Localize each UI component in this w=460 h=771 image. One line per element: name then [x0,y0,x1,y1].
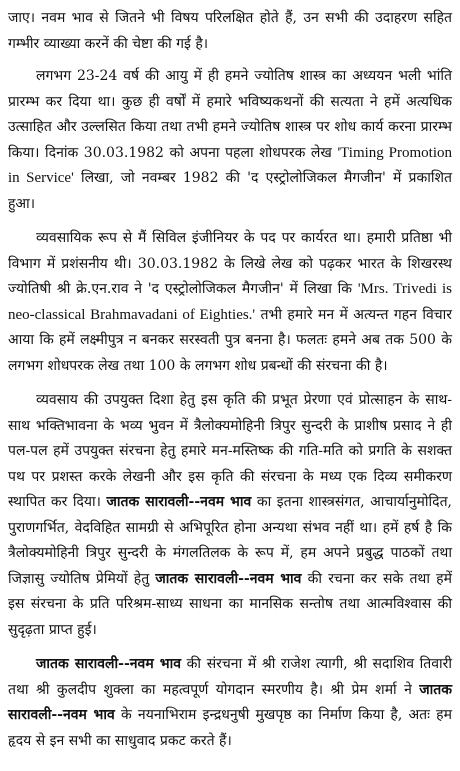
text-segment: का इतना शास्त्रसंगत, आचार्यानुमोदित, पुराणगर्भित, वेदविहित सामग्री से अभिपूरित होना अन्यथा संभव नहीं था। हमें हर्ष है कि त्रैलोक्यमोहिनी त्रिपुर सुन्दरी के मंगलतिलक के रूप में, हम अपने प्रबुद्ध पाठकों तथा जिज्ञासु ज्योतिष प्रेमियों हेतु [8,494,452,587]
book-title: जातक सारावली--नवम भाव [155,570,302,587]
text-segment: लिखा, जो नवम्बर 1982 की 'द एस्ट्रोलोजिकल मैगजीन' में प्रकाशित हुआ। [8,170,452,212]
text-segment: व्यवसाय की उपयुक्त दिशा हेतु इस कृति की प्रभूत प्रेरणा एवं प्रोत्साहन के साथ-साथ भक्तिभावना के भव्य भुवन में त्रैलोक्यमोहिनी त्रिपुर सुन्दरी के प्राशीष प्रसाद ने ही पल-पल हमें उपयुक्त संरचना हेतु हमारे मन-मस्तिष्क की गति-मति को प्रगति के सशक्त पथ पर प्रशस्त करके लेखनी और इस कृति की संरचना के मध्य एक दिव्य समीकरण स्थापित कर दिया। [8,392,452,510]
book-title: जातक सारावली--नवम भाव [106,494,252,510]
text-segment: जाए। नवम भाव से जितने भी विषय परिलक्षित होते हैं, उन सभी की उदाहरण सहित गम्भीर व्याख्या करनें की चेष्टा की गई है। [8,10,452,52]
book-title: जातक सारावली--नवम भाव [36,656,182,672]
text-segment: की रचना कर सके तथा हमें इस संरचना के प्रति परिश्रम-साध्य साधना का मानसिक सन्तोष तथा आत्मविश्वास की सुदृढ़ता प्राप्त हुई। [8,570,452,638]
paragraph-profession [8,226,452,379]
text-segment: की संरचना में श्री राजेश त्यागी, श्री सदाशिव तिवारी तथा श्री कुलदीप शुक्ला का महत्वपूर्ण योगदान स्मरणीय है। श्री प्रेम शर्मा ने [8,656,452,698]
paragraph-astrology-study [8,64,452,217]
quote-english: 'Mrs. Trivedi is neo-classical Brahmavadani of Eighties.' [8,281,452,323]
paragraph-acknowledgements [8,652,452,754]
paragraph-inspiration [8,388,452,643]
text-segment: के नयनाभिराम इन्द्रधनुषी मुखपृष्ठ का निर्माण किया है, अतः हम हृदय से इन सभी का साधुवाद प्रकट करते हैं। [8,707,452,749]
book-title: जातक सारावली--नवम भाव [8,681,452,723]
text-segment: लगभग 23-24 वर्ष की आयु में ही हमने ज्योतिष शास्त्र का अध्ययन भली भांति प्रारम्भ कर दिया था। कुछ ही वर्षों में हमारे भविष्यकथनों की सत्यता ने हमें अत्यधिक उत्साहित और उल्लसित किया तथा तभी हमने ज्योतिष शास्त्र पर शोध कार्य करना प्रारम्भ किया। दिनांक 30.03.1982 को अपना पहला शोधपरक लेख [8,68,452,161]
text-segment: व्यवसायिक रूप से मैं सिविल इंजीनियर के पद पर कार्यरत था। हमारी प्रतिष्ठा भी विभाग में प्रशंसनीय थी। 30.03.1982 के लिखे लेख को पढ़कर भारत के शिखरस्थ ज्योतिषी श्री क्रे.एन.राव ने 'द एस्ट्रोलोजिकल मैगजीन' में लिखा कि [8,230,452,297]
article-title-english: 'Timing Promotion in Service' [8,144,453,186]
text-segment: तभी हमारे मन में अत्यन्त गहन विचार आया कि हमें लक्ष्मीपुत्र न बनकर सरस्वती पुत्र बनना है। फलतः हमने अब तक 500 के लगभग शोधपरक लेख तथा 100 के लगभग शोध प्रबन्धों की संरचना की है। [8,306,452,374]
paragraph-continuation [8,6,452,57]
